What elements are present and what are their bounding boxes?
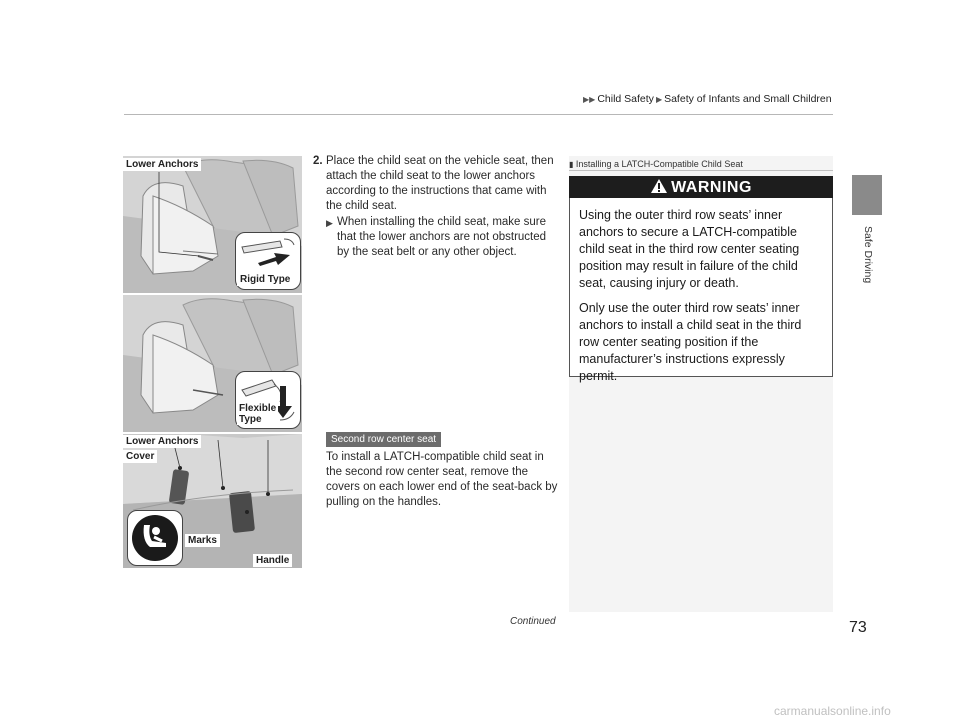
callout-cover: Cover [123, 450, 157, 463]
figure-second-row-anchors [123, 434, 302, 568]
side-label-text: Safe Driving [862, 226, 874, 284]
continued-label: Continued [510, 616, 556, 627]
callout-flexible-line2: Type [239, 414, 262, 425]
callout-flexible-line1: Flexible [239, 403, 277, 414]
header-divider [124, 114, 833, 115]
warning-title [569, 178, 833, 197]
page-number: 73 [849, 619, 867, 636]
callout-rigid-type: Rigid Type [237, 273, 293, 286]
warning-header [569, 176, 833, 198]
warning-paragraph-1: Using the outer third row seats’ inner anchors to secure a LATCH-compatible child seat in the third row center seating position may result in failure of the child seat, causing injury or death. [579, 208, 800, 290]
rigid-connector-icon [236, 233, 300, 267]
second-row-text: To install a LATCH-compatible child seat in the second row center seat, remove the covers on each lower end of the seat-back by pulling on the handles. [326, 451, 558, 508]
triangle-right-icon: ▶ [655, 95, 663, 104]
step-subnote [326, 215, 559, 260]
section-tab-marker [852, 175, 882, 215]
triangle-right-icon: ▶▶ [583, 95, 596, 104]
child-seat-symbol-icon [128, 511, 182, 565]
callout-lower-anchors: Lower Anchors [123, 158, 201, 171]
warning-paragraph-2: Only use the outer third row seats’ inner anchors to install a child seat in the third row center seating position if the manufacturer’s instructions expressly permit. [579, 301, 802, 383]
step-text: Place the child seat on the vehicle seat, then attach the child seat to the lower anchors according to the instructions that came with the child seat. [326, 155, 554, 212]
callout-lower-anchors-2: Lower Anchors [123, 435, 201, 448]
notes-ref-icon: ▮ [569, 160, 574, 169]
watermark: carmanualsonline.info [774, 704, 891, 718]
arrow-right-icon: ▶ [326, 218, 333, 228]
breadcrumb [581, 93, 832, 105]
callout-handle: Handle [253, 554, 292, 567]
notes-heading-text[interactable]: Installing a LATCH-Compatible Child Seat [575, 159, 743, 169]
breadcrumb-safety-infants[interactable]: Safety of Infants and Small Children [664, 93, 832, 105]
callout-marks: Marks [185, 534, 220, 547]
step-number: 2. [313, 155, 323, 167]
warning-box [569, 198, 833, 383]
figure-flexible-type [123, 295, 302, 432]
warning-triangle-icon [650, 178, 668, 194]
callout-flexible-type [237, 403, 278, 425]
breadcrumb-child-safety[interactable]: Child Safety [597, 93, 654, 105]
section-side-label [862, 226, 876, 346]
step-2 [313, 154, 559, 260]
notes-heading [569, 159, 743, 169]
step-subnote-text: When installing the child seat, make sure that the lower anchors are not obstructed by the seat belt or any other object. [337, 216, 547, 258]
figure-rigid-type [123, 156, 302, 293]
second-row-tag: Second row center seat [326, 432, 441, 447]
warning-title-text: WARNING [671, 179, 752, 196]
notes-divider [569, 170, 833, 171]
latch-symbol-inset [127, 510, 183, 566]
